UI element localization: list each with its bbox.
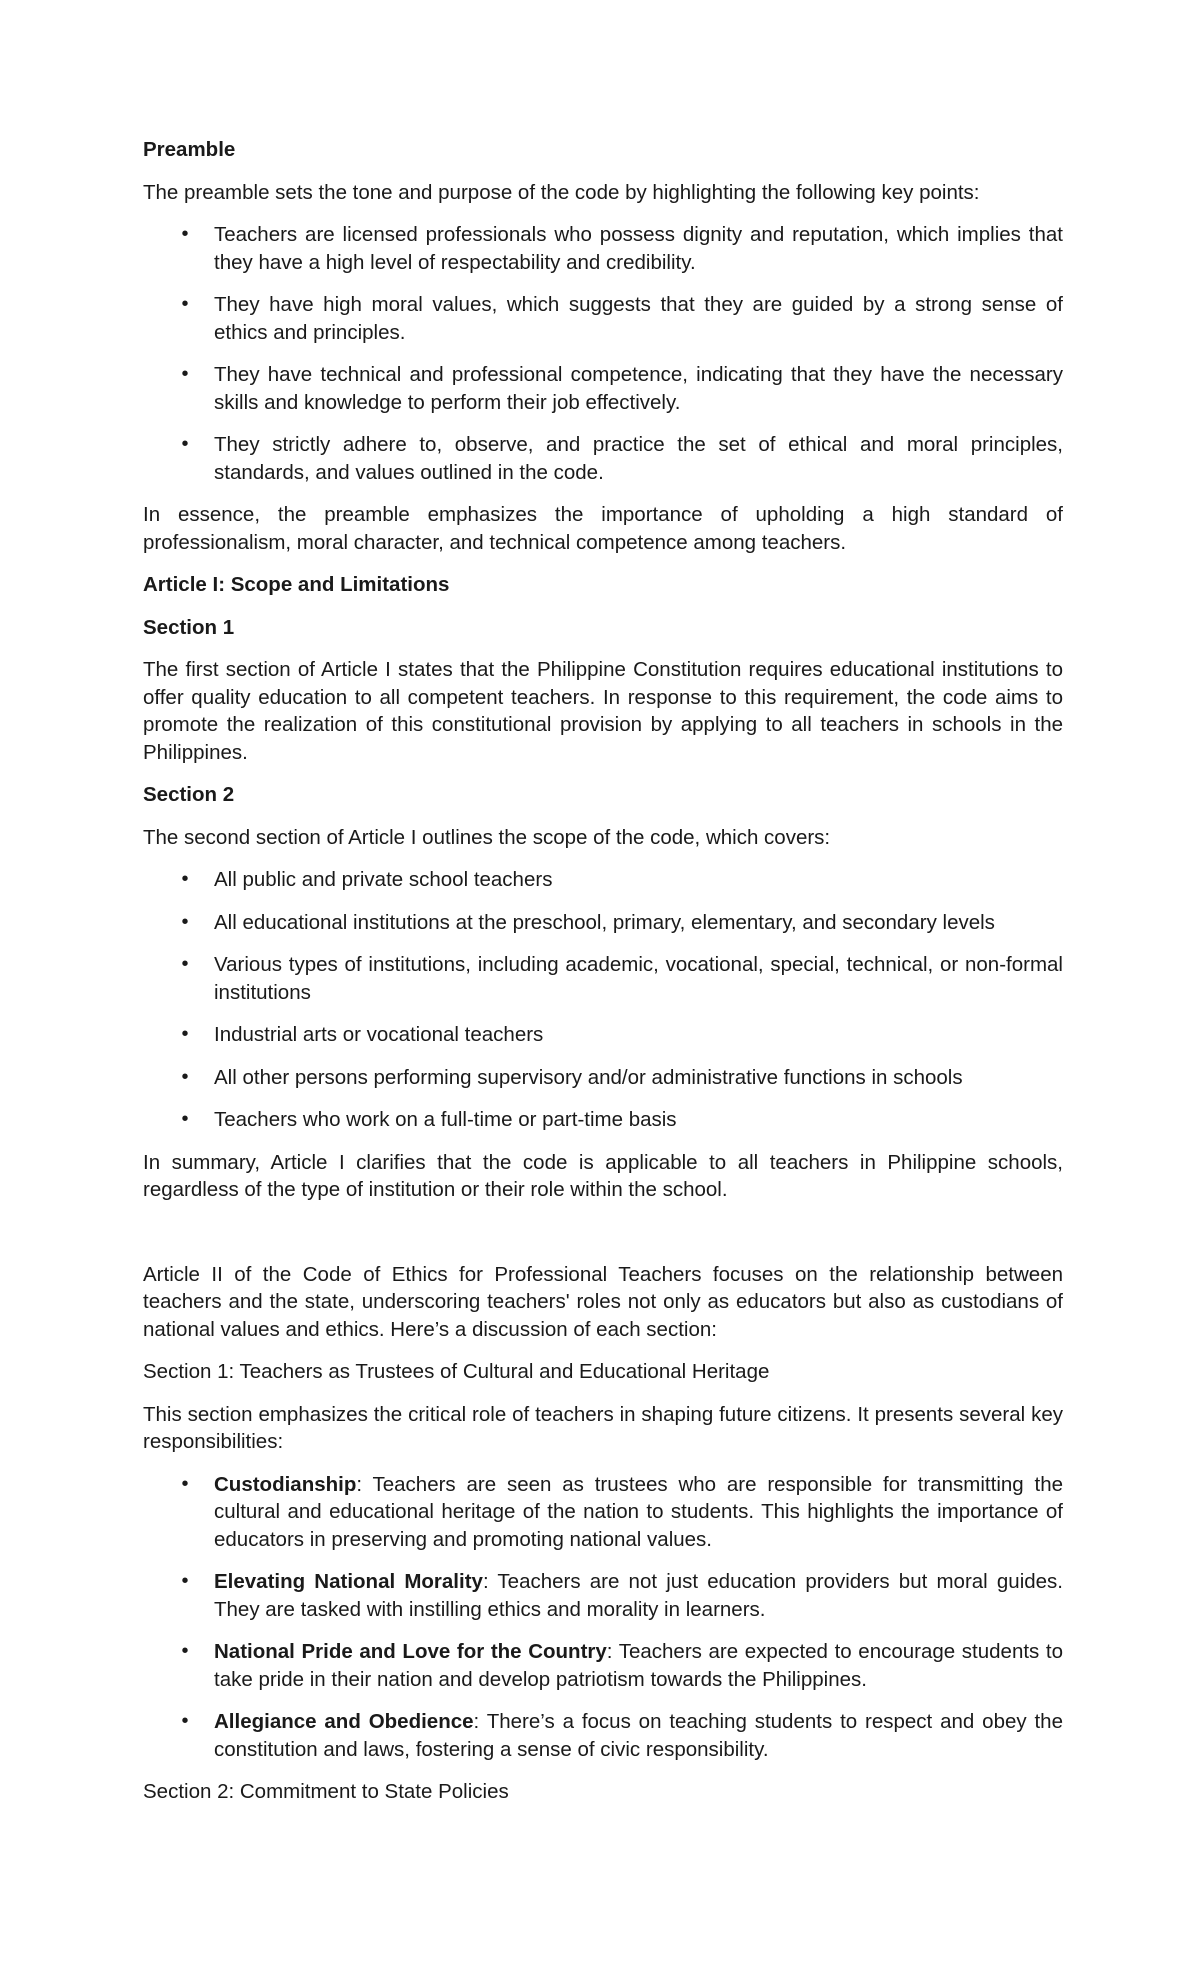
bullet-icon: •	[181, 1108, 189, 1130]
bullet-icon: •	[181, 1710, 189, 1732]
bullet-icon: •	[181, 868, 189, 890]
term: Allegiance and Obedience	[214, 1710, 474, 1733]
responsibilities-bullet-list	[143, 1471, 1063, 1764]
list-item: • They have technical and professional competence, indicating that they have the necessary skills and knowledge to perform their job effectively.	[181, 363, 1063, 414]
bullet-icon: •	[181, 1023, 189, 1045]
list-item: • They have high moral values, which suggests that they are guided by a strong sense of ethics and principles.	[181, 293, 1063, 344]
bullet-icon: •	[181, 1570, 189, 1592]
article2-section2-heading: Section 2: Commitment to State Policies	[143, 1780, 509, 1803]
article1-section2-intro: The second section of Article I outlines the scope of the code, which covers:	[143, 825, 831, 849]
article1-section1-text: The first section of Article I states that the Philippine Constitution requires educational institutions to offer quality education to all competent teachers. In response to this requirement, the code aims to promote the realization of this constitutional provision by applying to all teachers in schools in the Philippines.	[143, 658, 1063, 764]
section-spacer	[143, 1219, 1063, 1261]
list-item: • All educational institutions at the preschool, primary, elementary, and secondary levels	[143, 909, 1063, 937]
preamble-heading: Preamble	[143, 138, 236, 161]
bullet-icon: •	[181, 223, 189, 245]
scope-bullet-list	[143, 866, 1063, 1134]
bullet-icon: •	[181, 293, 189, 315]
bullet-icon: •	[181, 363, 189, 385]
article1-section2-heading: Section 2	[143, 783, 235, 806]
preamble-intro: The preamble sets the tone and purpose of the code by highlighting the following key points:	[143, 180, 980, 204]
term: National Pride and Love for the Country	[214, 1640, 607, 1663]
article1-summary: In summary, Article I clarifies that the code is applicable to all teachers in Philippine schools, regardless of the type of institution or their role within the school.	[143, 1150, 1063, 1201]
bullet-icon: •	[181, 953, 189, 975]
list-item: • Elevating National Morality: Teachers are not just education providers but moral guides. They are tasked with instilling ethics and morality in learners.	[181, 1570, 1063, 1621]
list-item: • Industrial arts or vocational teachers	[143, 1021, 1063, 1049]
list-item: • Teachers are licensed professionals who possess dignity and reputation, which implies that they have a high level of respectability and credibility.	[181, 223, 1063, 274]
list-item: • They strictly adhere to, observe, and practice the set of ethical and moral principles, standards, and values outlined in the code.	[181, 433, 1063, 484]
bullet-icon: •	[181, 1640, 189, 1662]
list-item: • Allegiance and Obedience: There’s a focus on teaching students to respect and obey the constitution and laws, fostering a sense of civic responsibility.	[181, 1710, 1063, 1761]
article2-section1-text: This section emphasizes the critical role of teachers in shaping future citizens. It presents several key responsibilities:	[143, 1402, 1063, 1453]
article1-heading: Article I: Scope and Limitations	[143, 573, 450, 596]
list-item: • Various types of institutions, including academic, vocational, special, technical, or non-formal institutions	[181, 953, 1063, 1004]
bullet-icon: •	[181, 1472, 189, 1495]
list-item: • All public and private school teachers	[143, 866, 1063, 894]
list-item: • All other persons performing supervisory and/or administrative functions in schools	[143, 1064, 1063, 1092]
list-item: • Teachers who work on a full-time or part-time basis	[143, 1106, 1063, 1134]
term: Elevating National Morality	[214, 1570, 483, 1593]
bullet-icon: •	[181, 910, 189, 933]
preamble-bullet-list	[143, 221, 1063, 486]
article1-section1-heading: Section 1	[143, 615, 235, 639]
preamble-summary: In essence, the preamble emphasizes the importance of upholding a high standard of professionalism, moral character, and technical competence among teachers.	[143, 503, 1063, 554]
bullet-icon: •	[181, 1065, 189, 1088]
bullet-icon: •	[181, 433, 189, 455]
list-item: • Custodianship: Teachers are seen as trustees who are responsible for transmitting the cultural and educational heritage of the nation to students. This highlights the importance of educators in preserving and promoting national values.	[181, 1472, 1063, 1551]
term: Custodianship	[214, 1472, 357, 1496]
article2-section1-heading: Section 1: Teachers as Trustees of Cultural and Educational Heritage	[143, 1360, 770, 1383]
article2-intro: Article II of the Code of Ethics for Professional Teachers focuses on the relationship between teachers and the state, underscoring teachers' roles not only as educators but also as custodians of national values and ethics. Here’s a discussion of each section:	[143, 1262, 1063, 1341]
list-item: • National Pride and Love for the Country: Teachers are expected to encourage students to take pride in their nation and develop patriotism towards the Philippines.	[181, 1640, 1063, 1691]
